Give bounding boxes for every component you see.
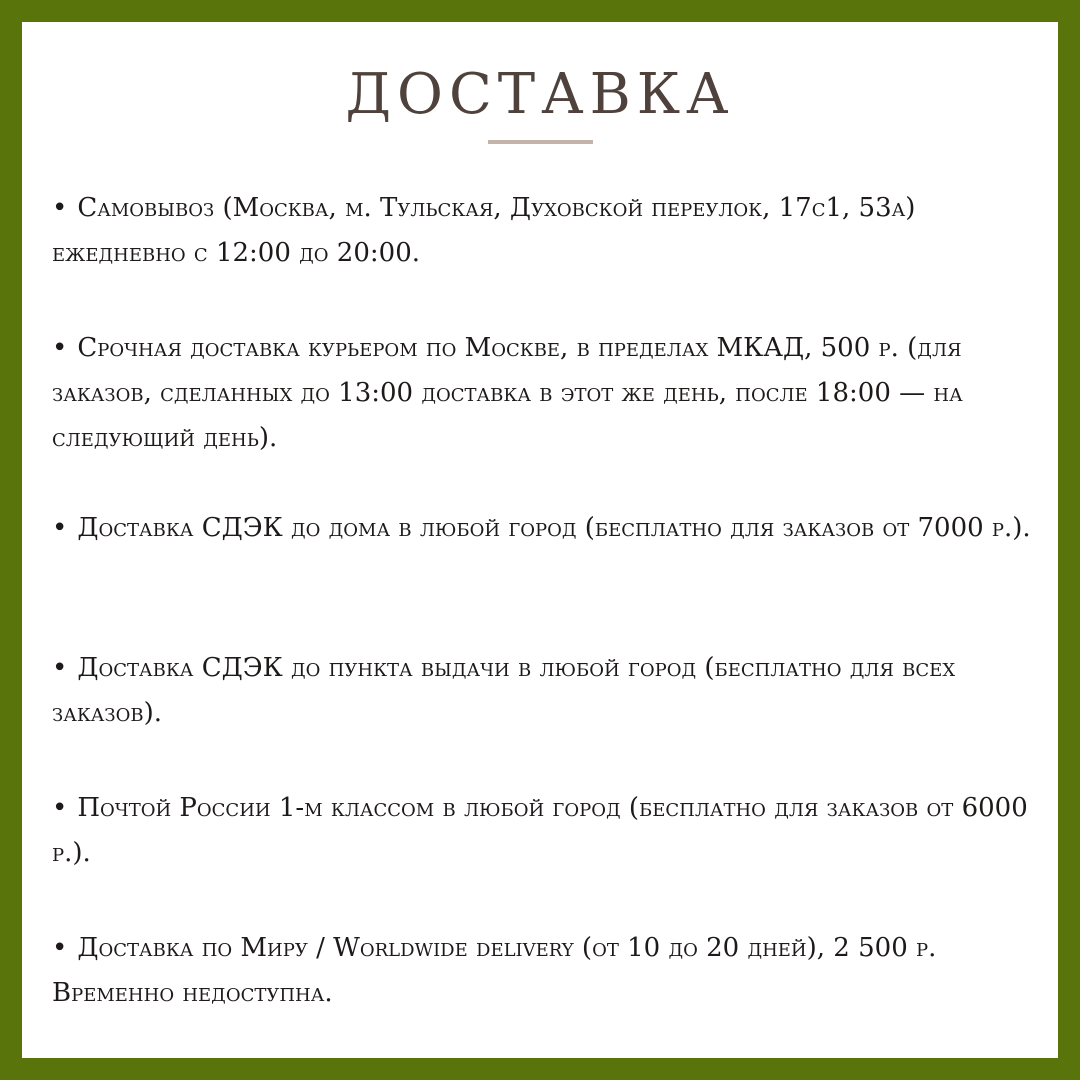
title-divider: [488, 140, 593, 144]
page-title: ДОСТАВКА: [345, 62, 735, 127]
delivery-options-list: [52, 186, 1042, 1066]
delivery-option-pickup: [52, 186, 1042, 276]
content-panel: [22, 22, 1058, 1058]
bullet-icon: •: [52, 333, 68, 363]
delivery-option-text: Почтой России 1-м классом в любой город (бесплатно для заказов от 6000 р.).: [52, 793, 1028, 868]
bullet-icon: •: [52, 793, 68, 823]
delivery-option-courier: [52, 326, 1042, 461]
delivery-option-text: Доставка по Миру / Worldwide delivery (от 10 до 20 дней), 2 500 р. Временно недоступна.: [52, 933, 937, 1008]
delivery-option-cdek-home: [52, 506, 1042, 596]
delivery-option-text: Доставка СДЭК до дома в любой город (бесплатно для заказов от 7000 р.).: [77, 513, 1031, 543]
delivery-option-text: Срочная доставка курьером по Москве, в пределах МКАД, 500 р. (для заказов, сделанных до 13:00 доставка в этот же день, после 18:00 — на следующий день).: [52, 333, 963, 453]
bullet-icon: •: [52, 513, 68, 543]
bullet-icon: •: [52, 653, 68, 683]
delivery-option-text: Доставка СДЭК до пункта выдачи в любой город (бесплатно для всех заказов).: [52, 653, 956, 728]
delivery-option-cdek-pickup-point: [52, 646, 1042, 736]
delivery-option-worldwide: [52, 926, 1042, 1016]
bullet-icon: •: [52, 933, 68, 963]
delivery-option-text: Самовывоз (Москва, м. Тульская, Духовской переулок, 17с1, 53а) ежедневно с 12:00 до 20:00.: [52, 193, 916, 268]
delivery-option-russian-post: [52, 786, 1042, 876]
bullet-icon: •: [52, 193, 68, 223]
